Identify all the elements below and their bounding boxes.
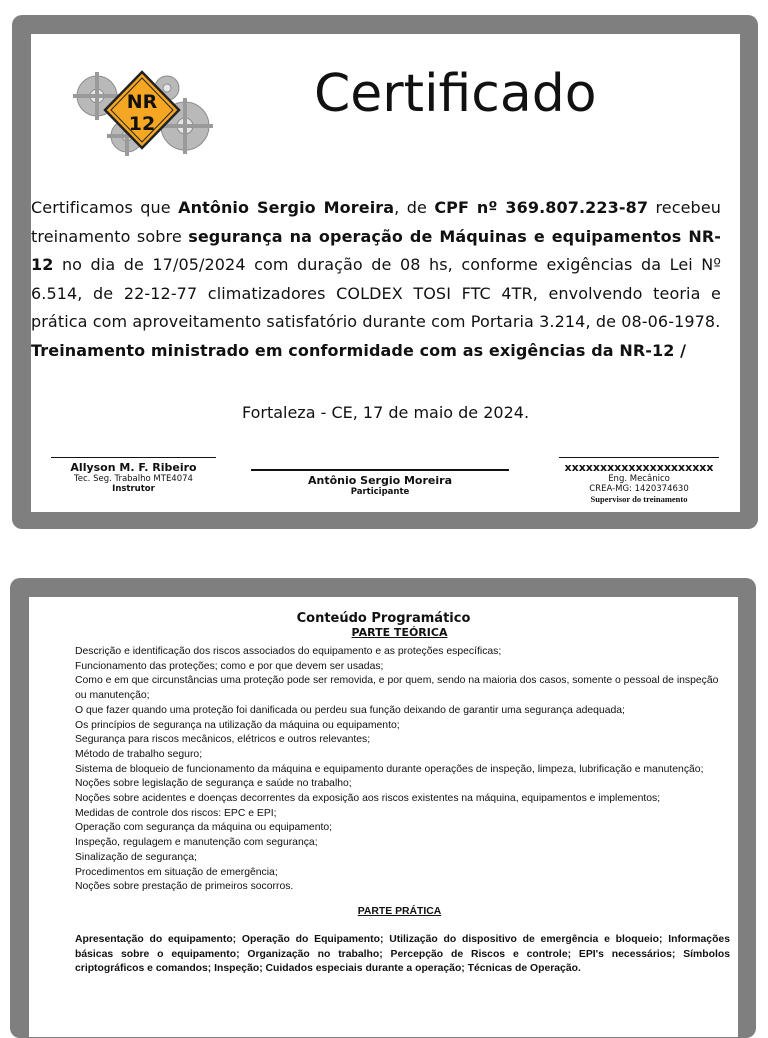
instructor-role: Instrutor [112, 484, 155, 494]
instructor-signature [51, 457, 216, 494]
list-item: Descrição e identificação dos riscos associados do equipamento e as proteções específicas; [75, 646, 502, 657]
signature-line [559, 457, 719, 458]
instructor-registration: Tec. Seg. Trabalho MTE4074 [74, 474, 193, 484]
list-item: Segurança para riscos mecânicos, elétricos e outros relevantes; [75, 734, 371, 746]
participant-cpf: CPF nº 369.807.223-87 [434, 198, 649, 217]
participant-name: Antônio Sergio Moreira [178, 198, 395, 217]
city-date: Fortaleza - CE, 17 de maio de 2024. [241, 403, 530, 422]
list-item: Noções sobre legislação de segurança e saúde no trabalho; [75, 778, 352, 790]
certificate-title: Certificado [314, 64, 597, 124]
practice-text: Apresentação do equipamento; Operação do Equipamento; Utilização do dispositivo de emergência e bloqueio; Informações básicas sobre o equipamento; Organização no trabalho; Percepção de Riscos e controle; EPI's necessários; Símbolos criptográficos e comandos; Inspeção; Cuidados especiais durante a operação; Técnicas de Operação. [75, 934, 730, 975]
list-item: Procedimentos em situação de emergência; [75, 866, 278, 878]
training-topic: segurança na operação de Máquinas e equipamentos NR-12 [31, 226, 721, 275]
program-page-frame [10, 578, 756, 1038]
list-item: Sinalização de segurança; [75, 851, 197, 863]
theory-list [29, 645, 729, 895]
supervisor-signature [559, 457, 719, 504]
body-text-4: no dia de 17/05/2024 com duração de 08 hs, conforme exigências da Lei Nº 6.514, de 22-12-77 climatizadores COLDEX TOSI FTC 4TR, envolvendo teoria e prática com aproveitamento satisfatório durante com Portaria 3.214, de 08-06-1978. [31, 255, 721, 332]
practice-heading: PARTE PRÁTICA [357, 906, 442, 917]
list-item: Funcionamento das proteções; como e por que devem ser usadas; [75, 660, 384, 672]
theory-heading: PARTE TEÓRICA [351, 626, 448, 639]
body-text-1: Certificamos que [31, 198, 179, 217]
nr12-gears-logo [67, 68, 217, 158]
supervisor-title: Eng. Mecânico [608, 474, 670, 484]
list-item: Como e em que circunstâncias uma proteção pode ser removida, e por quem, sendo na maioria dos casos, somente o pessoal de inspeção ou manutenção; [75, 675, 719, 702]
supervisor-name: xxxxxxxxxxxxxxxxxxxxx [564, 461, 714, 474]
body-text-3: recebeu treinamento sobre [31, 198, 721, 246]
list-item: O que fazer quando uma proteção foi danificada ou perdeu sua função deixando de garantir uma segurança adequada; [75, 704, 625, 716]
list-item: Os princípios de segurança na utilização da máquina ou equipamento; [75, 719, 400, 731]
certificate-page-frame [12, 15, 758, 529]
participant-signature-name: Antônio Sergio Moreira [308, 474, 452, 487]
participant-role: Participante [350, 487, 410, 497]
list-item: Método de trabalho seguro; [75, 748, 203, 760]
certificate-statement [31, 194, 721, 337]
list-item: Noções sobre acidentes e doenças decorrentes da exposição aos riscos existentes na máquina, equipamentos e implementos; [75, 793, 661, 805]
list-item: Medidas de controle dos riscos: EPC e EPI; [75, 807, 277, 819]
program-title: Conteúdo Programático [296, 611, 471, 626]
participant-signature [251, 469, 509, 497]
list-item: Inspeção, regulagem e manutenção com segurança; [75, 837, 318, 849]
certificate-body [31, 194, 721, 404]
signature-line [51, 457, 216, 458]
training-compliance-text: Treinamento ministrado em conformidade com as exigências da NR-12 / [31, 340, 687, 360]
list-item: Operação com segurança da máquina ou equipamento; [75, 822, 333, 834]
program-page [29, 597, 738, 1037]
body-text-2: , de [394, 198, 435, 217]
certificate-page [31, 34, 740, 512]
supervisor-registration: CREA-MG: 1420374630 [589, 484, 689, 494]
list-item: Noções sobre prestação de primeiros socorros. [75, 881, 294, 893]
supervisor-role: Supervisor do treinamento [590, 494, 688, 504]
list-item: Sistema de bloqueio de funcionamento da máquina e equipamento durante operações de inspeção, limpeza, lubrificação e manutenção; [75, 763, 704, 775]
logo-text-nr: NR [126, 91, 158, 113]
instructor-name: Allyson M. F. Ribeiro [70, 461, 197, 474]
signature-line [251, 469, 509, 471]
logo-text-12: 12 [128, 113, 156, 135]
